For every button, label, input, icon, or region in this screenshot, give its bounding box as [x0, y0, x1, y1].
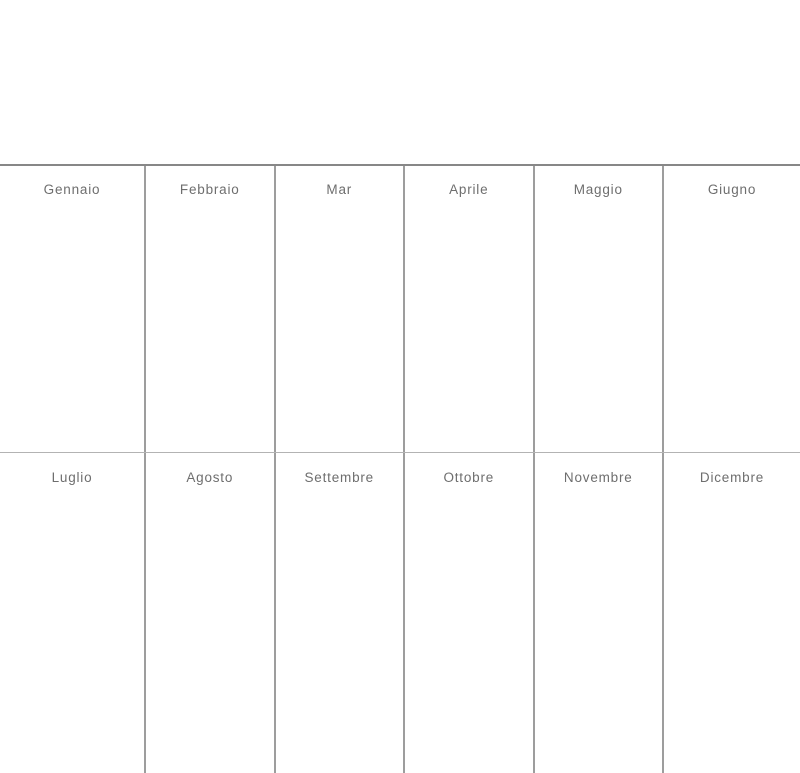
month-cell-novembre[interactable] — [533, 453, 663, 773]
month-cell-settembre[interactable] — [274, 453, 404, 773]
month-label-maggio: Maggio — [573, 182, 623, 197]
month-cell-ottobre[interactable] — [403, 453, 533, 773]
month-cell-luglio[interactable] — [0, 453, 144, 773]
month-label-luglio: Luglio — [51, 470, 93, 485]
calendar-row-second-half — [0, 453, 800, 773]
month-label-aprile: Aprile — [449, 182, 489, 197]
month-label-ottobre: Ottobre — [443, 470, 495, 485]
month-label-febbraio: Febbraio — [179, 182, 240, 197]
month-label-gennaio: Gennaio — [43, 182, 101, 197]
month-label-giugno: Giugno — [707, 182, 757, 197]
month-cell-aprile[interactable] — [403, 166, 533, 452]
month-cell-marzo[interactable] — [274, 166, 404, 452]
month-cell-febbraio[interactable] — [144, 166, 274, 452]
month-cell-gennaio[interactable] — [0, 166, 144, 452]
month-label-novembre: Novembre — [563, 470, 633, 485]
month-label-dicembre: Dicembre — [699, 470, 765, 485]
month-cell-giugno[interactable] — [662, 166, 800, 452]
month-cell-maggio[interactable] — [533, 166, 663, 452]
month-label-agosto: Agosto — [186, 470, 234, 485]
month-cell-dicembre[interactable] — [662, 453, 800, 773]
calendar-row-first-half — [0, 166, 800, 453]
top-blank-area — [0, 0, 800, 164]
calendar-grid — [0, 164, 800, 773]
month-label-settembre: Settembre — [304, 470, 374, 485]
month-cell-agosto[interactable] — [144, 453, 274, 773]
month-label-marzo: Mar — [326, 182, 353, 197]
